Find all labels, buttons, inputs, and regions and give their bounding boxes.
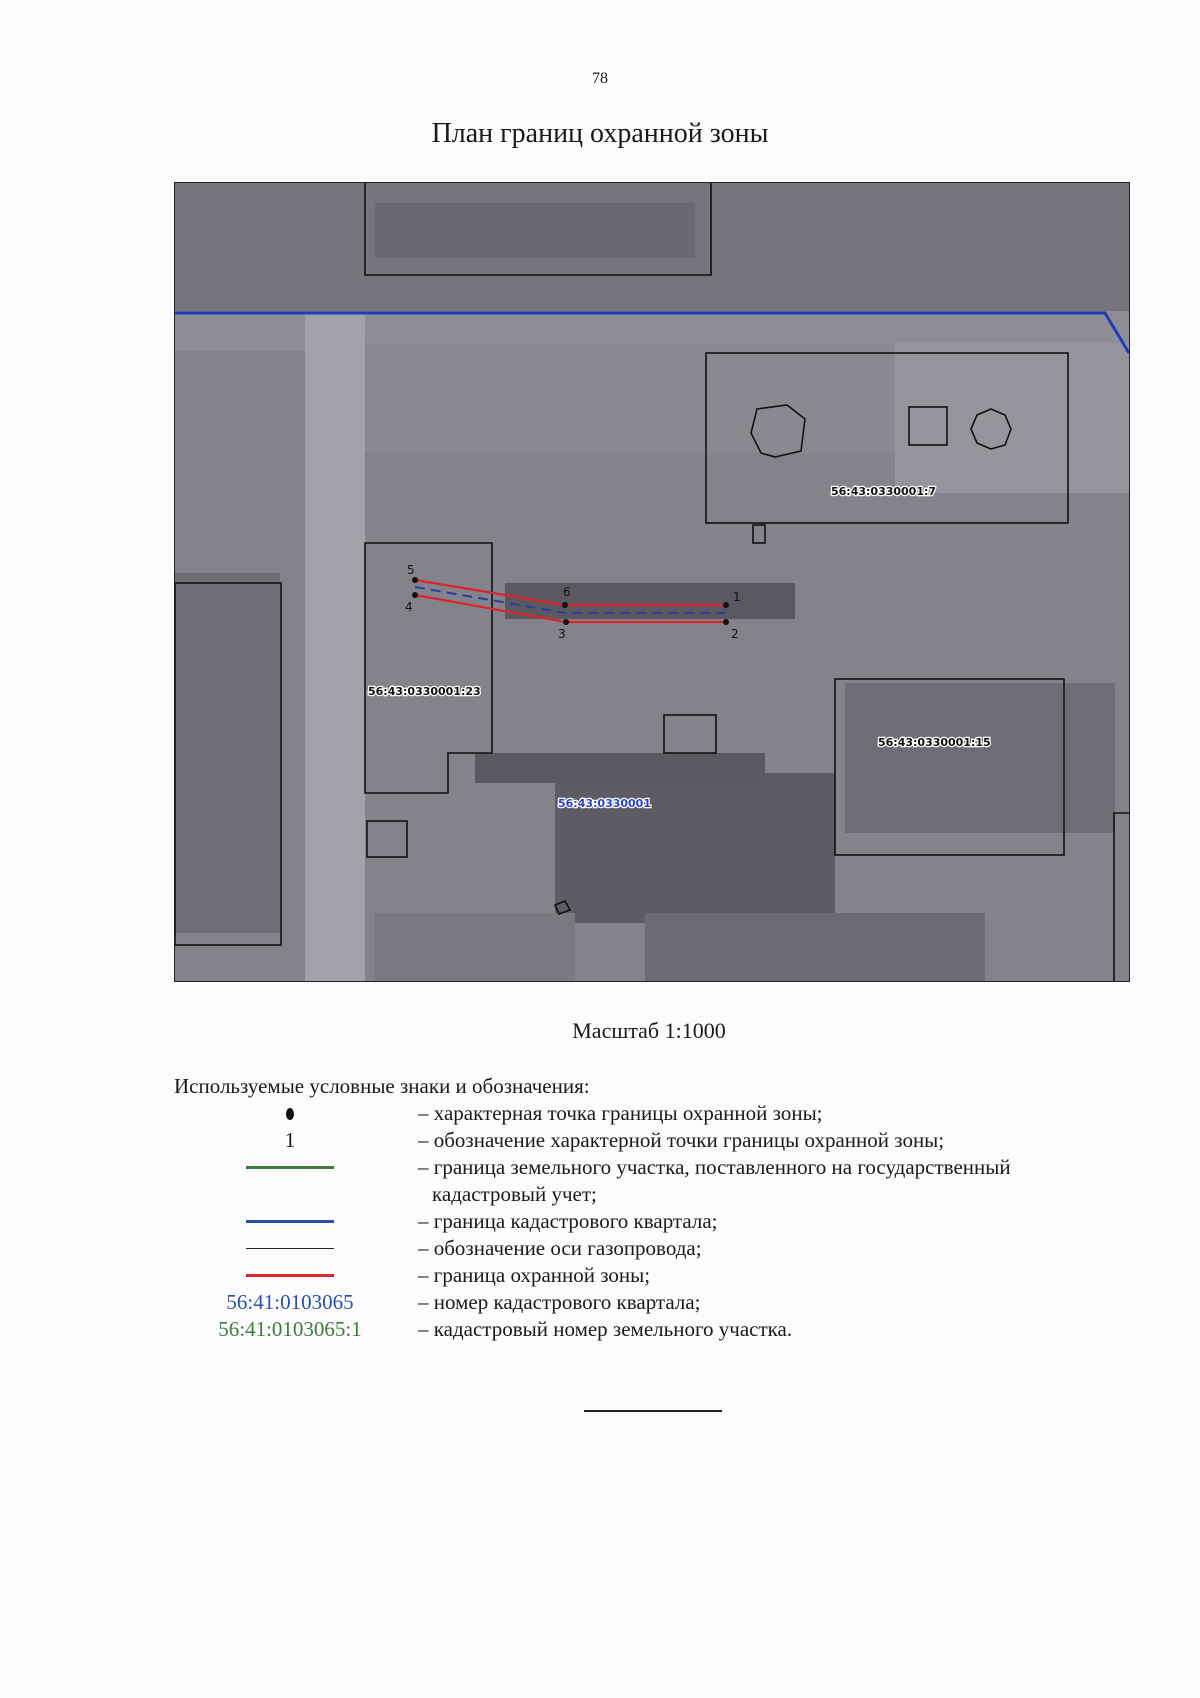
parcel-line-symbol (246, 1166, 334, 1169)
legend-text: – обозначение характерной точки границы охранной зоны; (418, 1128, 945, 1152)
legend-item (174, 1154, 1174, 1208)
map-scale: Масштаб 1:1000 (572, 1018, 726, 1043)
point-label-2: 2 (731, 627, 739, 641)
quarter-label: 56:43:0330001 (558, 797, 651, 810)
axis-line-symbol (246, 1248, 334, 1250)
legend (174, 1100, 1174, 1343)
legend-text: – граница кадастрового квартала; (418, 1209, 718, 1233)
parcel-label-15: 56:43:0330001:15 (878, 736, 991, 749)
parcel-label-23: 56:43:0330001:23 (368, 685, 481, 698)
point-label-6: 6 (563, 585, 571, 599)
legend-item (174, 1127, 1174, 1154)
building-roof (505, 583, 795, 619)
building-shadow (555, 773, 835, 923)
quarter-line-symbol (246, 1220, 334, 1223)
point-number-symbol: 1 (284, 1128, 296, 1152)
legend-item (174, 1316, 1174, 1343)
bottom-rule (584, 1410, 722, 1412)
page-title: План границ охранной зоны (431, 118, 769, 149)
legend-text-continued: кадастровый учет; (432, 1182, 597, 1206)
point-label-4: 4 (405, 600, 413, 614)
parcel-number-symbol: 56:41:0103065:1 (218, 1317, 362, 1341)
point-dot-symbol (286, 1108, 294, 1120)
quarter-number-symbol: 56:41:0103065 (226, 1290, 354, 1314)
zone-line-symbol (246, 1274, 334, 1277)
legend-text: – граница земельного участка, поставленного на государственный (418, 1155, 1011, 1179)
legend-item (174, 1208, 1174, 1235)
map-frame (174, 182, 1130, 982)
cadastral-map (175, 183, 1129, 981)
road (305, 313, 365, 981)
legend-text: – кадастровый номер земельного участка. (418, 1317, 793, 1341)
legend-text: – характерная точка границы охранной зоны; (418, 1101, 823, 1125)
parcel-label-7: 56:43:0330001:7 (831, 485, 937, 498)
page-number: 78 (592, 70, 608, 87)
legend-heading: Используемые условные знаки и обозначения: (174, 1074, 590, 1098)
legend-item (174, 1262, 1174, 1289)
point-label-1: 1 (733, 590, 741, 604)
legend-text: – граница охранной зоны; (418, 1263, 651, 1287)
legend-text: – номер кадастрового квартала; (418, 1290, 701, 1314)
legend-item (174, 1235, 1174, 1262)
point-label-5: 5 (407, 563, 415, 577)
legend-item (174, 1100, 1174, 1127)
legend-item (174, 1289, 1174, 1316)
point-label-3: 3 (558, 627, 566, 641)
legend-text: – обозначение оси газопровода; (418, 1236, 702, 1260)
